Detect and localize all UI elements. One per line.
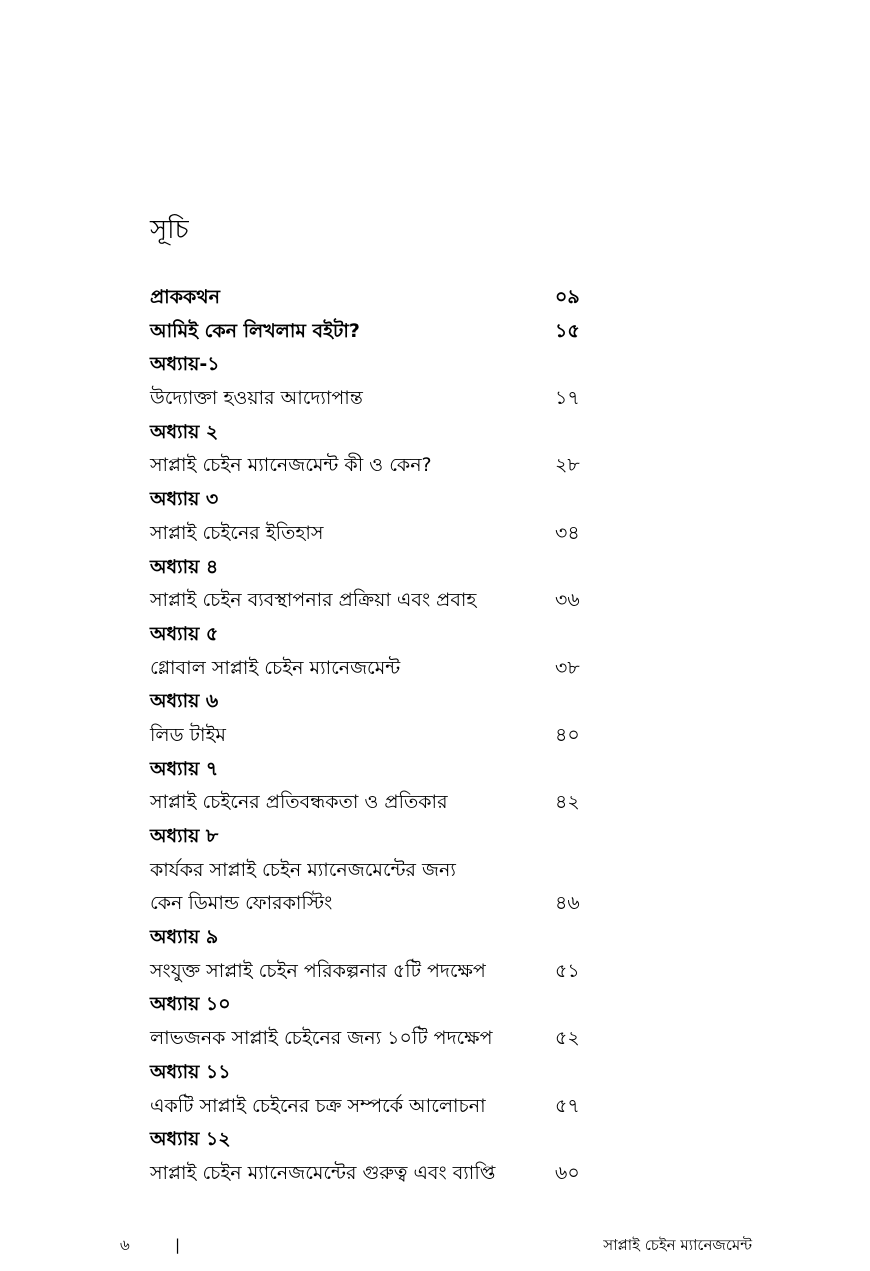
toc-entry-title: অধ্যায় ৪ <box>150 555 219 578</box>
toc-entry <box>150 652 610 686</box>
toc-entry-page: ৩৬ <box>555 589 580 612</box>
toc-chapter-heading <box>150 753 610 787</box>
toc-entry-title: সাপ্লাই চেইন ব্যবস্থাপনার প্রক্রিয়া এবং প্রবাহ <box>150 589 477 612</box>
toc-entry-title: প্রাককথন <box>150 286 220 308</box>
toc-entry-title: সাপ্লাই চেইন ম্যানেজমেন্টের গুরুত্ব এবং ব্যাপ্তি <box>150 1161 496 1184</box>
toc-entry-page: ৫২ <box>555 1027 580 1050</box>
toc-entry-page: ৫১ <box>555 959 580 982</box>
toc-chapter-heading <box>150 921 610 955</box>
toc-entry-title: কেন ডিমান্ড ফোরকাস্টিং <box>150 892 333 915</box>
toc-entry <box>150 1022 610 1056</box>
toc-chapter-heading <box>150 551 610 585</box>
toc-entry-title: অধ্যায় ৭ <box>150 757 219 780</box>
toc-entry-page: ২৮ <box>555 454 580 477</box>
toc-entry <box>150 854 610 888</box>
toc-entry <box>150 887 610 921</box>
footer-divider: | <box>175 1236 181 1254</box>
toc-entry-title: অধ্যায় ৩ <box>150 488 219 511</box>
toc-entry <box>150 315 610 349</box>
toc-chapter-heading <box>150 1123 610 1157</box>
toc-entry-page: ৬০ <box>555 1161 580 1184</box>
toc-entry-title: উদ্যোক্তা হওয়ার আদ্যোপান্ত <box>150 387 363 410</box>
toc-entry-title: অধ্যায় ৯ <box>150 926 219 949</box>
toc-entry-title: অধ্যায় ১০ <box>150 993 231 1016</box>
toc-entry-page: ০৯ <box>555 286 580 308</box>
toc-entry-title: অধ্যায়-১ <box>150 353 220 376</box>
toc-entry-page: ৫৭ <box>555 1094 580 1117</box>
toc-entry-title: সাপ্লাই চেইনের ইতিহাস <box>150 521 324 544</box>
toc-chapter-heading <box>150 1056 610 1090</box>
toc-chapter-heading <box>150 348 610 382</box>
toc-entry <box>150 517 610 551</box>
toc-entry-title: অধ্যায় ২ <box>150 420 219 443</box>
toc-entry-title: অধ্যায় ১১ <box>150 1060 231 1083</box>
toc-entry-page: ১৭ <box>555 387 580 410</box>
toc-entry-page: ৪০ <box>555 723 580 746</box>
toc-entry <box>150 1157 610 1191</box>
toc-chapter-heading <box>150 618 610 652</box>
toc-chapter-heading <box>150 416 610 450</box>
toc-entry <box>150 449 610 483</box>
toc-entry-page: ৪২ <box>555 791 580 814</box>
toc-entry <box>150 382 610 416</box>
toc-entry-page: ৩৮ <box>555 656 580 679</box>
toc-entry-page: ১৫ <box>555 319 580 342</box>
toc-chapter-heading <box>150 483 610 517</box>
page-heading: সূচি <box>150 215 189 245</box>
toc-entry <box>150 719 610 753</box>
toc-entry-title: অধ্যায় ৬ <box>150 690 219 713</box>
toc-entry-title: অধ্যায় ১২ <box>150 1128 231 1151</box>
footer-running-title: সাপ্লাই চেইন ম্যানেজমেন্ট <box>603 1236 752 1254</box>
footer-page-number: ৬ <box>120 1236 130 1254</box>
toc-entry-title: আমিই কেন লিখলাম বইটা? <box>150 319 360 342</box>
toc-entry-page: ৪৬ <box>555 892 580 915</box>
toc-entry-title: গ্লোবাল সাপ্লাই চেইন ম্যানেজমেন্ট <box>150 656 401 679</box>
toc-entry-title: অধ্যায় ৮ <box>150 825 219 847</box>
toc-entry <box>150 786 610 820</box>
toc-entry-title: লিড টাইম <box>150 723 226 746</box>
table-of-contents <box>150 281 610 1191</box>
toc-entry <box>150 955 610 989</box>
toc-entry-title: সংযুক্ত সাপ্লাই চেইন পরিকল্পনার ৫টি পদক্ষেপ <box>150 959 486 982</box>
toc-entry-title: লাভজনক সাপ্লাই চেইনের জন্য ১০টি পদক্ষেপ <box>150 1027 493 1050</box>
toc-entry-title: অধ্যায় ৫ <box>150 622 219 645</box>
toc-entry <box>150 584 610 618</box>
toc-chapter-heading <box>150 820 610 854</box>
toc-entry-title: কার্যকর সাপ্লাই চেইন ম্যানেজমেন্টের জন্য <box>150 858 456 881</box>
toc-entry <box>150 1090 610 1124</box>
toc-entry-title: সাপ্লাই চেইন ম্যানেজমেন্ট কী ও কেন? <box>150 454 432 477</box>
toc-entry-title: একটি সাপ্লাই চেইনের চক্র সম্পর্কে আলোচনা <box>150 1094 486 1117</box>
toc-chapter-heading <box>150 988 610 1022</box>
toc-entry-page: ৩৪ <box>555 521 580 544</box>
toc-entry-title: সাপ্লাই চেইনের প্রতিবন্ধকতা ও প্রতিকার <box>150 791 448 814</box>
toc-entry <box>150 281 610 315</box>
toc-chapter-heading <box>150 685 610 719</box>
